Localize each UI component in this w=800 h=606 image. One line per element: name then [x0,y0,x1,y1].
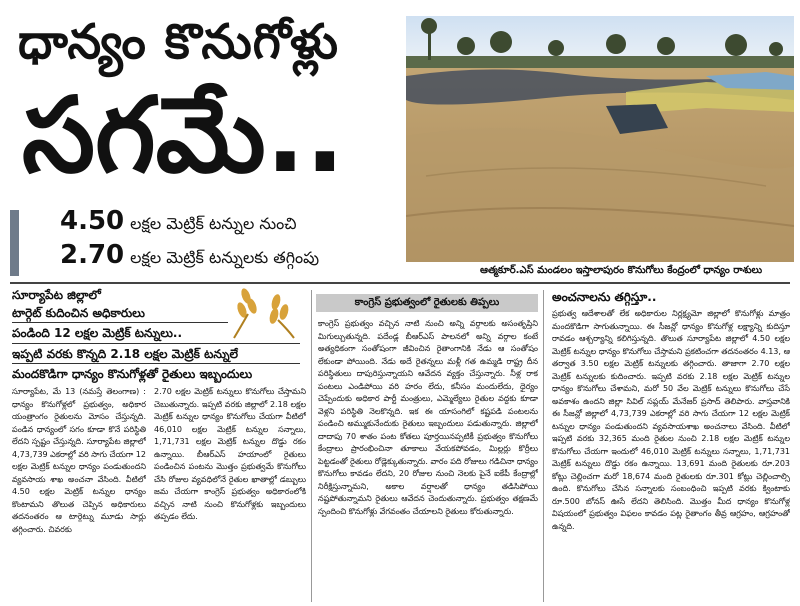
subhead-2 [60,240,319,271]
section-divider [10,282,790,284]
middle-story-text: కాంగ్రెస్ ప్రభుత్వం వచ్చిన నాటి నుంచి అన్ని వర్గాలకు అసంతృప్తిని మిగుల్చుతున్నది. పదేండ్ల బీఆర్ఎస్ పాలనలో అన్ని వర్గాల కంటే అత్యధికంగా సంతోషంగా జీవించిన రైతాంగానికి నేడు ఆ సంతోషం లేకుండా పోయింది. నేడు అదే రైతన్నలు మళ్లీ గత ఉమ్మడి రాష్ట్ర దీన పరిస్థితులు దాపురిస్తున్నాయని ఆవేదన వ్యక్తం చేస్తున్నారు. నీళ్ల రాక పంటలు ఎండిపోయి వరి హరం లేదు, కనీసం మందులేదు, ధైర్యం చెప్పేందుకు అధికార పార్టీ మంత్రులు, ఎమ్మెల్యేలు రైతుల వద్దకు కూడా వెళ్లని పరిస్థితి నెలకొన్నది. ఇక ఈ యాసంగిలో కష్టపడి పంటలను పండించి అమ్ముకునేందుకు రైతులు ఇబ్బందులు పడుతున్నారు. జిల్లాలో దాదాపు 70 శాతం పంట కోతలు పూర్తయినప్పటికీ ప్రభుత్వం కొనుగోలు కేంద్రాలు ప్రారంభించినా తూకాలు వేయకపోవడం, మిల్లర్లు కొర్రీలు పెట్టడంతో రైతులు రోడ్లెక్కుతున్నారు. వారం పది రోజులు గడిచినా ధాన్యం కొనుగోలు కావడం లేదని, 20 రోజుల నుంచి నెలకు పైనే ఐకేపీ కేంద్రాల్లో నిరీక్షిస్తున్నామని, అకాల వర్షాలతో ధాన్యం తడిసిపోయి నష్టపోతున్నామని రైతులు ఆవేదన చెందుతున్నారు. ప్రభుత్వం తక్షణమే స్పందించి కొనుగోళ్లు వేగవంతం చేయాలని రైతులు కోరుతున్నారు. [318,319,538,516]
left-kicker-line1: సూర్యాపేట జిల్లాలో [12,288,101,302]
subhead-accent-bar [10,210,19,276]
left-kicker-line2: టార్గెట్ కుదించిన అధికారులు [12,306,145,320]
headline-line1: ధాన్యం కొనుగోళ్లు [18,14,339,70]
wheat-ear-icon [228,284,302,340]
photo-caption: ఆత్మకూర్.ఎస్ మండలం ఇస్తాలాపురం కొనుగోలు కేంద్రంలో ధాన్యం రాశులు [480,265,763,276]
left-story-col2-text: 2.70 లక్షల మెట్రిక్ టన్నులు కొనుగోలు చేస్తామని చెబుతున్నారు. ఇప్పటి వరకు జిల్లాలో 2.18 లక్షల మెట్రిక్ టన్నుల ధాన్యం కొనుగోలు చేయగా వీటిలో 46,010 లక్షల మెట్రిక్ టన్నుల సన్నాలు, 1,71,731 లక్షల మెట్రిక్ టన్నుల దొడ్డు రకం ఉన్నాయి. బీఆర్ఎస్ హయాంలో రైతులు పండించిన పంటను మొత్తం ప్రభుత్వమే కొనుగోలు చేసి రోజుల వ్యవధిలోనే రైతుల ఖాతాల్లో డబ్బులు జమ చేయగా కాంగ్రెస్ ప్రభుత్వం అధికారంలోకి వచ్చిన నాటి నుంచి కొనుగోళ్లకు ఇబ్బందులు తప్పడం లేదు. [154,387,306,521]
subhead-1-text: లక్షల మెట్రిక్ టన్నుల నుంచి [130,214,297,233]
left-deck-2: ఇప్పటి వరకు కొన్నది 2.18 లక్షల మెట్రిక్ టన్నులే [12,347,239,361]
left-story-column-2 [154,386,306,602]
subhead-1-number: 4.50 [60,206,125,236]
right-story-column [552,308,790,602]
headline-line2: సగమే.. [22,74,345,196]
left-rule-2 [12,343,300,344]
column-rule-2 [543,290,544,602]
subhead-2-text: లక్షల మెట్రిక్ టన్నులకు తగ్గింపు [130,248,320,267]
right-story-text: ప్రభుత్వ ఆదేశాలతో లేక అధికారుల నిర్లక్ష్యమో జిల్లాలో కొనుగోళ్లు మాత్రం మందకొడిగా సాగుతున్నాయి. ఈ సీజన్లో ధాన్యం కొనుగోళ్ల లక్ష్యాన్ని కుదిస్తూ రావడం ఆశ్చర్యాన్ని కలిగిస్తున్నది. తొలుత సూర్యాపేట జిల్లాలో 4.50 లక్షల మెట్రిక్ టన్నుల ధాన్యం కొనుగోలు చేస్తామని ప్రకటించగా తదనంతరం 4.13, ఆ తర్వాత 3.50 లక్షల మెట్రిక్ టన్నులకు తగ్గించారు. తాజాగా 2.70 లక్షల మెట్రిక్ టన్నులకు కుదించారు. ఇప్పటి వరకు 2.18 లక్షల మెట్రిక్ టన్నుల ధాన్యం కొనుగోలు చేశామని, మరో 50 వేల మెట్రిక్ టన్నులు కొనుగోలు చేసే అవకాశం ఉందని జిల్లా సివిల్ సప్లయ్ మేనేజర్ ప్రసాద్ తెలిపారు. వాస్తవానికి ఈ సీజన్లో జిల్లాలో 4,73,739 ఎకరాల్లో వరి సాగు చేయగా 12 లక్షల మెట్రిక్ టన్నుల ధాన్యం పండుతుందని వ్యవసాయశాఖ అంచనాలు వేసింది. వీటిలో ఇప్పటి వరకు 32,365 మంది రైతుల నుంచి 2.18 లక్షల మెట్రిక్ టన్నుల కొనుగోలు చేయగా ఇందులో 46,010 మెట్రిక్ టన్నులు సన్నాలు, 1,71,731 మెట్రిక్ టన్నులు దొడ్డు రకం ఉన్నాయి. 13,691 మంది రైతులకు రూ.203 కోట్లు చెల్లించగా మరో 18,674 మంది రైతులకు రూ.301 కోట్లు చెల్లించాల్సి ఉంది. కొనుగోలు చేసిన సన్నాలకు సంబంధించి ఇప్పటి వరకు క్వింటాకు రూ.500 బోనస్ ఊసే లేదని తెలిసింది. మొత్తం మీద ధాన్యం కొనుగోళ్ల విషయంలో ప్రభుత్వం విఫలం కావడం పట్ల రైతాంగం తీవ్ర ఆగ్రహం, ఆగ్రహంతో ఉన్నది. [552,309,790,531]
left-story-col1-text: సూర్యాపేట, మే 13 (నమస్తే తెలంగాణ) : ధాన్యం కొనుగోళ్లలో ప్రభుత్వం, అధికార యంత్రాంగం రైతులను మోసం చేస్తున్నది. పండిన ధాన్యంలో సగం కూడా కొనే పరిస్థితి లేదని స్పష్టం చేస్తున్నది. సూర్యాపేట జిల్లాలో 4,73,739 ఎకరాల్లో వరి సాగు చేయగా 12 లక్షల మెట్రిక్ టన్నుల ధాన్యం పండుతుందని వ్యవసాయ శాఖ అంచనా వేసింది. వీటిలో 4.50 లక్షల మెట్రిక్ టన్నుల ధాన్యం కొంటామని తొలుత చెప్పిన అధికారులు తదనంతరం ఆ టార్గెట్ను మూడు సార్లు తగ్గించారు. చివరకు [12,387,146,534]
left-deck-1: పండింది 12 లక్షల మెట్రిక్ టన్నులు.. [12,326,183,340]
middle-story-column [318,318,538,602]
subhead-1 [60,206,297,237]
right-story-heading: అంచనాలను తగ్గిస్తూ.. [552,290,657,304]
column-rule-1 [311,290,312,602]
subhead-2-number: 2.70 [60,240,125,270]
left-deck-3: మందకొడిగా ధాన్యం కొనుగోళ్లతో రైతులు ఇబ్బందులు [12,367,253,381]
left-rule-1 [12,322,228,323]
left-rule-3 [12,363,300,364]
paddy-heaps-photo [406,16,794,262]
middle-story-label: కాంగ్రెస్ ప్రభుత్వంలో రైతులకు తిప్పలు [316,294,538,312]
left-story-column-1 [12,386,146,602]
